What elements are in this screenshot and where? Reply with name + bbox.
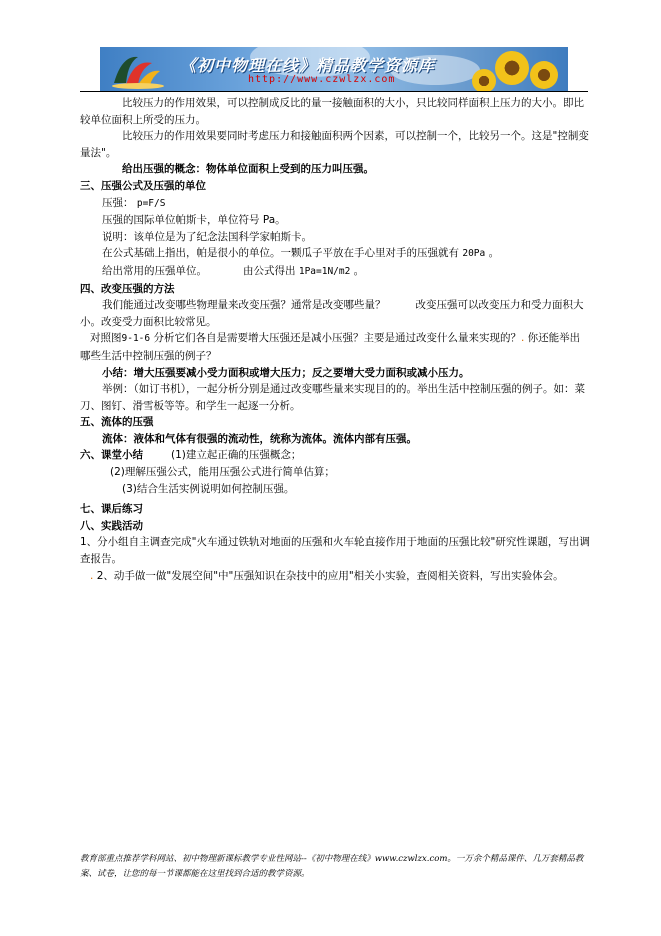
summary: 小结：增大压强要减小受力面积或增大压力；反之要增大受力面积或减小压力。 bbox=[102, 366, 470, 379]
text-span: 你还能举出哪些生活中控制压强的例子？ bbox=[80, 332, 581, 362]
paragraph: 说明：该单位是为了纪念法国科学家帕斯卡。 bbox=[102, 230, 312, 243]
header-banner bbox=[100, 47, 568, 91]
text-span: 给出常用的压强单位。 bbox=[102, 264, 207, 277]
section-heading: 七、课后练习 bbox=[80, 503, 143, 516]
paragraph: 举例：（如订书机），一起分析分别是通过改变哪些量来实现目的的。举出生活中控制压强的例子。如：菜刀、图钉、滑雪板等等。和学生一起逐一分析。 bbox=[80, 383, 585, 412]
paragraph: 流体：液体和气体有很强的流动性，统称为流体。流体内部有压强。 bbox=[102, 432, 417, 445]
figure-ref: 9-1-6 bbox=[121, 333, 151, 345]
formula: 1Pa=1N/m2 bbox=[298, 265, 351, 277]
concept-definition: 给出压强的概念：物体单位面积上受到的压力叫压强。 bbox=[122, 163, 374, 176]
sunflower-icon bbox=[495, 51, 529, 85]
document-body bbox=[80, 95, 590, 584]
text-span: 2、动手做一做"发展空间"中"压强知识在杂技中的应用"相关小实验，查阅相关资料，写出实验体会。 bbox=[96, 569, 564, 582]
text-span: 。 bbox=[353, 264, 365, 277]
formula-line bbox=[80, 195, 590, 213]
formula: p=F/S bbox=[136, 197, 166, 209]
paragraph: . 2、动手做一做"发展空间"中"压强知识在杂技中的应用"相关小实验，查阅相关资料，写出实验体会。 bbox=[90, 569, 564, 582]
text-span: 。 bbox=[488, 247, 500, 260]
section-heading: 六、课堂小结 bbox=[80, 449, 143, 462]
paragraph: 比较压力的作用效果要同时考虑压力和接触面积两个因素，可以控制一个，比较另一个。这是"控制变量法"。 bbox=[80, 130, 589, 159]
formula-label: 压强： bbox=[102, 196, 134, 209]
summary-item: (1)建立起正确的压强概念； bbox=[171, 449, 302, 462]
sunflower-icon bbox=[530, 61, 558, 89]
header-title: 《初中物理在线》精品教学资源库 bbox=[180, 56, 436, 75]
section-heading: 三、压强公式及压强的单位 bbox=[80, 179, 206, 192]
sunflower-icon bbox=[472, 69, 496, 91]
paragraph bbox=[80, 297, 590, 330]
text-span: 对照图 bbox=[90, 332, 122, 345]
paragraph: 对照图9-1-6 分析它们各自是需要增大压强还是减小压强？主要是通过改变什么量来实现的？. 你还能举出哪些生活中控制压强的例子？ bbox=[80, 332, 581, 362]
section-heading: 四、改变压强的方法 bbox=[80, 282, 175, 295]
section-line bbox=[80, 447, 590, 464]
summary-item: (3)结合生活实例说明如何控制压强。 bbox=[122, 482, 295, 495]
footer-text: 教育部重点推荐学科网站、初中物理新课标教学专业性网站--《初中物理在线》www.czwlzx.com。一万余个精品课件、几万套精品教案、试卷，让您的每一节课都能在这里找到合适的教学资源。 bbox=[80, 854, 584, 879]
text-span: 改变压强可以改变压力和受力面积大小。改变受力面积比较常见。 bbox=[80, 299, 584, 328]
section-heading: 八、实践活动 bbox=[80, 519, 143, 532]
logo-icon bbox=[108, 49, 168, 89]
section-heading: 五、流体的压强 bbox=[80, 416, 154, 429]
text-span: 在公式基础上指出，帕是很小的单位。一颗瓜子平放在手心里对手的压强就有 bbox=[102, 247, 459, 260]
text-span: 由公式得出 bbox=[243, 264, 296, 277]
header-url[interactable]: http://www.czwlzx.com bbox=[248, 74, 396, 85]
paragraph bbox=[80, 245, 590, 263]
header-divider bbox=[80, 91, 588, 92]
paragraph: 压强的国际单位帕斯卡，单位符号 Pa。 bbox=[102, 214, 286, 227]
text-span: 我们能通过改变哪些物理量来改变压强？通常是改变哪些量？ bbox=[102, 299, 386, 312]
value: 20Pa bbox=[462, 248, 486, 260]
text-span: 分析它们各自是需要增大压强还是减小压强？主要是通过改变什么量来实现的？ bbox=[153, 332, 521, 345]
paragraph bbox=[80, 263, 590, 281]
summary-item: (2)理解压强公式，能用压强公式进行简单估算； bbox=[110, 466, 335, 479]
paragraph: 1、分小组自主调查完成"火车通过铁轨对地面的压强和火车轮直接作用于地面的压强比较"研究性课题，写出调查报告。 bbox=[80, 536, 590, 566]
paragraph: 比较压力的作用效果，可以控制成反比的量一接触面积的大小，只比较同样面积上压力的大小。即比较单位面积上所受的压力。 bbox=[80, 97, 584, 126]
